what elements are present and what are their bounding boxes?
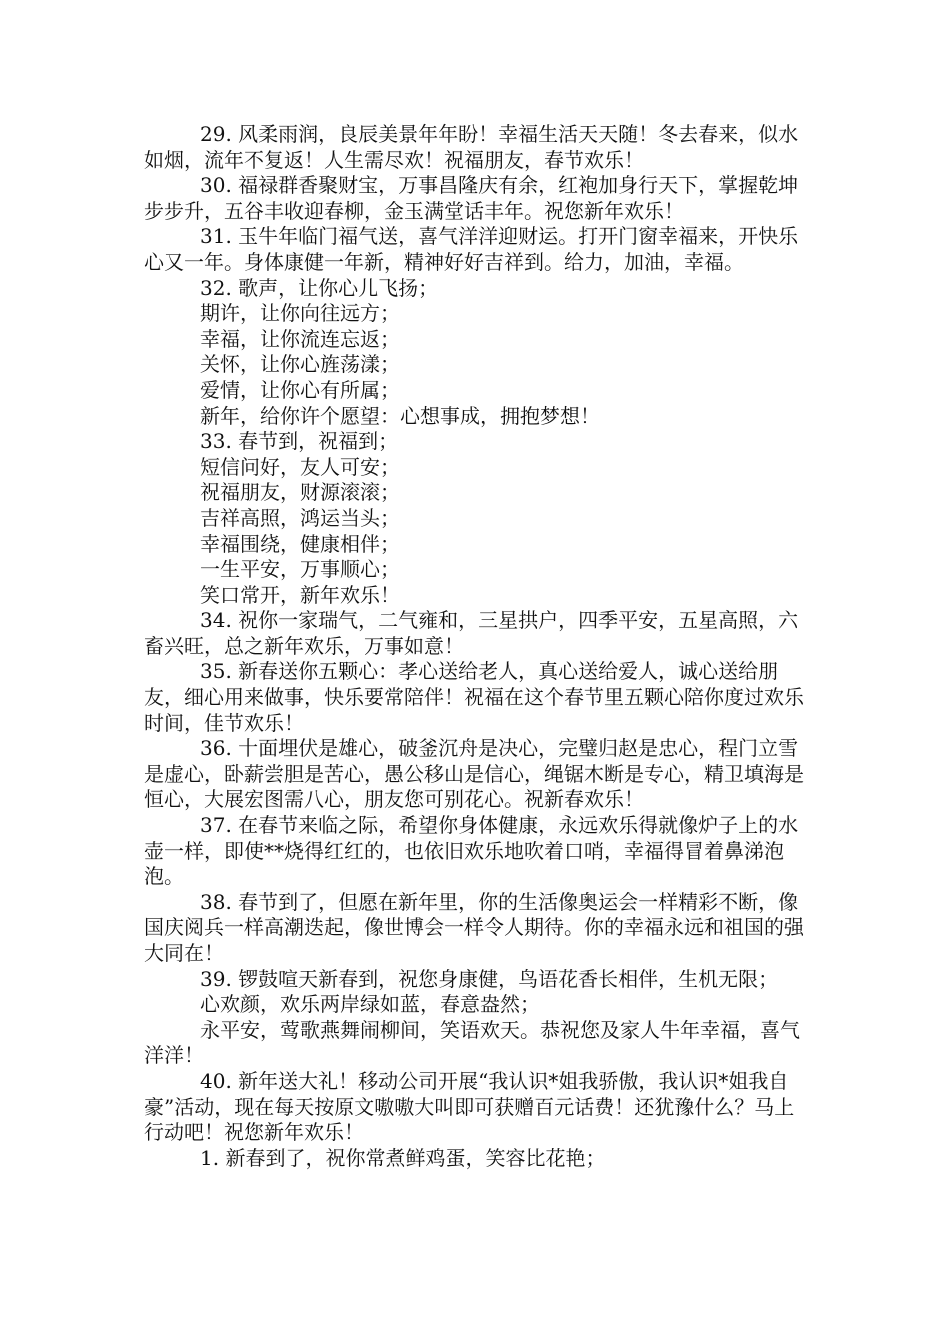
paragraph-33-line-1: 33. 春节到，祝福到； [200,429,399,454]
paragraph-37: 37. 在春节来临之际，希望你身体健康，永远欢乐得就像炉子上的水壶一样，即使**烧得红红的，也依旧欢乐地吹着口哨，幸福得冒着鼻涕泡泡。 [144,813,799,889]
paragraph-39-line-2: 心欢颜，欢乐两岸绿如蓝，春意盎然； [200,992,540,1017]
paragraph-32-line-6: 新年，给你许个愿望：心想事成，拥抱梦想！ [200,403,600,428]
paragraph-32-line-2: 期许，让你向往远方； [200,301,400,326]
paragraph-32-line-1: 32. 歌声，让你心儿飞扬； [200,275,439,300]
paragraph-33-line-7: 笑口常开，新年欢乐！ [200,582,400,607]
paragraph-33-line-2: 短信问好，友人可安； [200,454,400,479]
paragraph-32-line-5: 爱情，让你心有所属； [200,377,400,402]
paragraph-33-line-4: 吉祥高照，鸿运当头； [200,505,400,530]
paragraph-33-line-3: 祝福朋友，财源滚滚； [200,480,400,505]
paragraph-30: 30. 福禄群香聚财宝，万事昌隆庆有余，红袍加身行天下，掌握乾坤步步升，五谷丰收迎春柳，金玉满堂话丰年。祝您新年欢乐！ [144,173,799,223]
paragraph-34: 34. 祝你一家瑞气，二气雍和，三星拱户，四季平安，五星高照，六畜兴旺，总之新年欢乐，万事如意！ [144,608,799,658]
paragraph-33-line-5: 幸福围绕，健康相伴； [200,531,400,556]
paragraph-35: 35. 新春送你五颗心：孝心送给老人，真心送给爱人，诚心送给朋友，细心用来做事，快乐要常陪伴！祝福在这个春节里五颗心陪你度过欢乐时间，佳节欢乐！ [144,659,804,735]
paragraph-38: 38. 春节到了，但愿在新年里，你的生活像奥运会一样精彩不断，像国庆阅兵一样高潮迭起，像世博会一样令人期待。你的幸福永远和祖国的强大同在！ [144,889,804,965]
paragraph-39-line-1: 39. 锣鼓喧天新春到，祝您身康健，鸟语花香长相伴，生机无限； [200,966,779,991]
paragraph-39-line-3: 永平安，莺歌燕舞闹柳间，笑语欢天。恭祝您及家人牛年幸福，喜气洋洋！ [144,1017,800,1068]
paragraph-40: 40. 新年送大礼！移动公司开展“我认识*姐我骄傲，我认识*姐我自豪”活动，现在每天按原文嗷嗷大叫即可获赠百元话费！还犹豫什么？马上行动吧！祝您新年欢乐！ [144,1068,795,1145]
paragraph-32-line-3: 幸福，让你流连忘返； [200,326,400,351]
paragraph-33-line-6: 一生平安，万事顺心； [200,557,400,582]
document-body [144,122,814,1171]
paragraph-36: 36. 十面埋伏是雄心，破釜沉舟是决心，完璧归赵是忠心，程门立雪是虚心，卧薪尝胆是苦心，愚公移山是信心，绳锯木断是专心，精卫填海是恒心，大展宏图需八心，朋友您可别花心。祝新春欢乐！ [144,736,804,812]
paragraph-29: 29. 风柔雨润，良辰美景年年盼！幸福生活天天随！冬去春来，似水如烟，流年不复返！人生需尽欢！祝福朋友，春节欢乐！ [144,122,799,172]
paragraph-31: 31. 玉牛年临门福气送，喜气洋洋迎财运。打开门窗幸福来，开快乐心又一年。身体康健一年新，精神好好吉祥到。给力，加油，幸福。 [144,224,799,274]
paragraph-1: 1. 新春到了，祝你常煮鲜鸡蛋，笑容比花艳； [200,1145,606,1170]
paragraph-32-line-4: 关怀，让你心旌荡漾； [200,352,400,377]
